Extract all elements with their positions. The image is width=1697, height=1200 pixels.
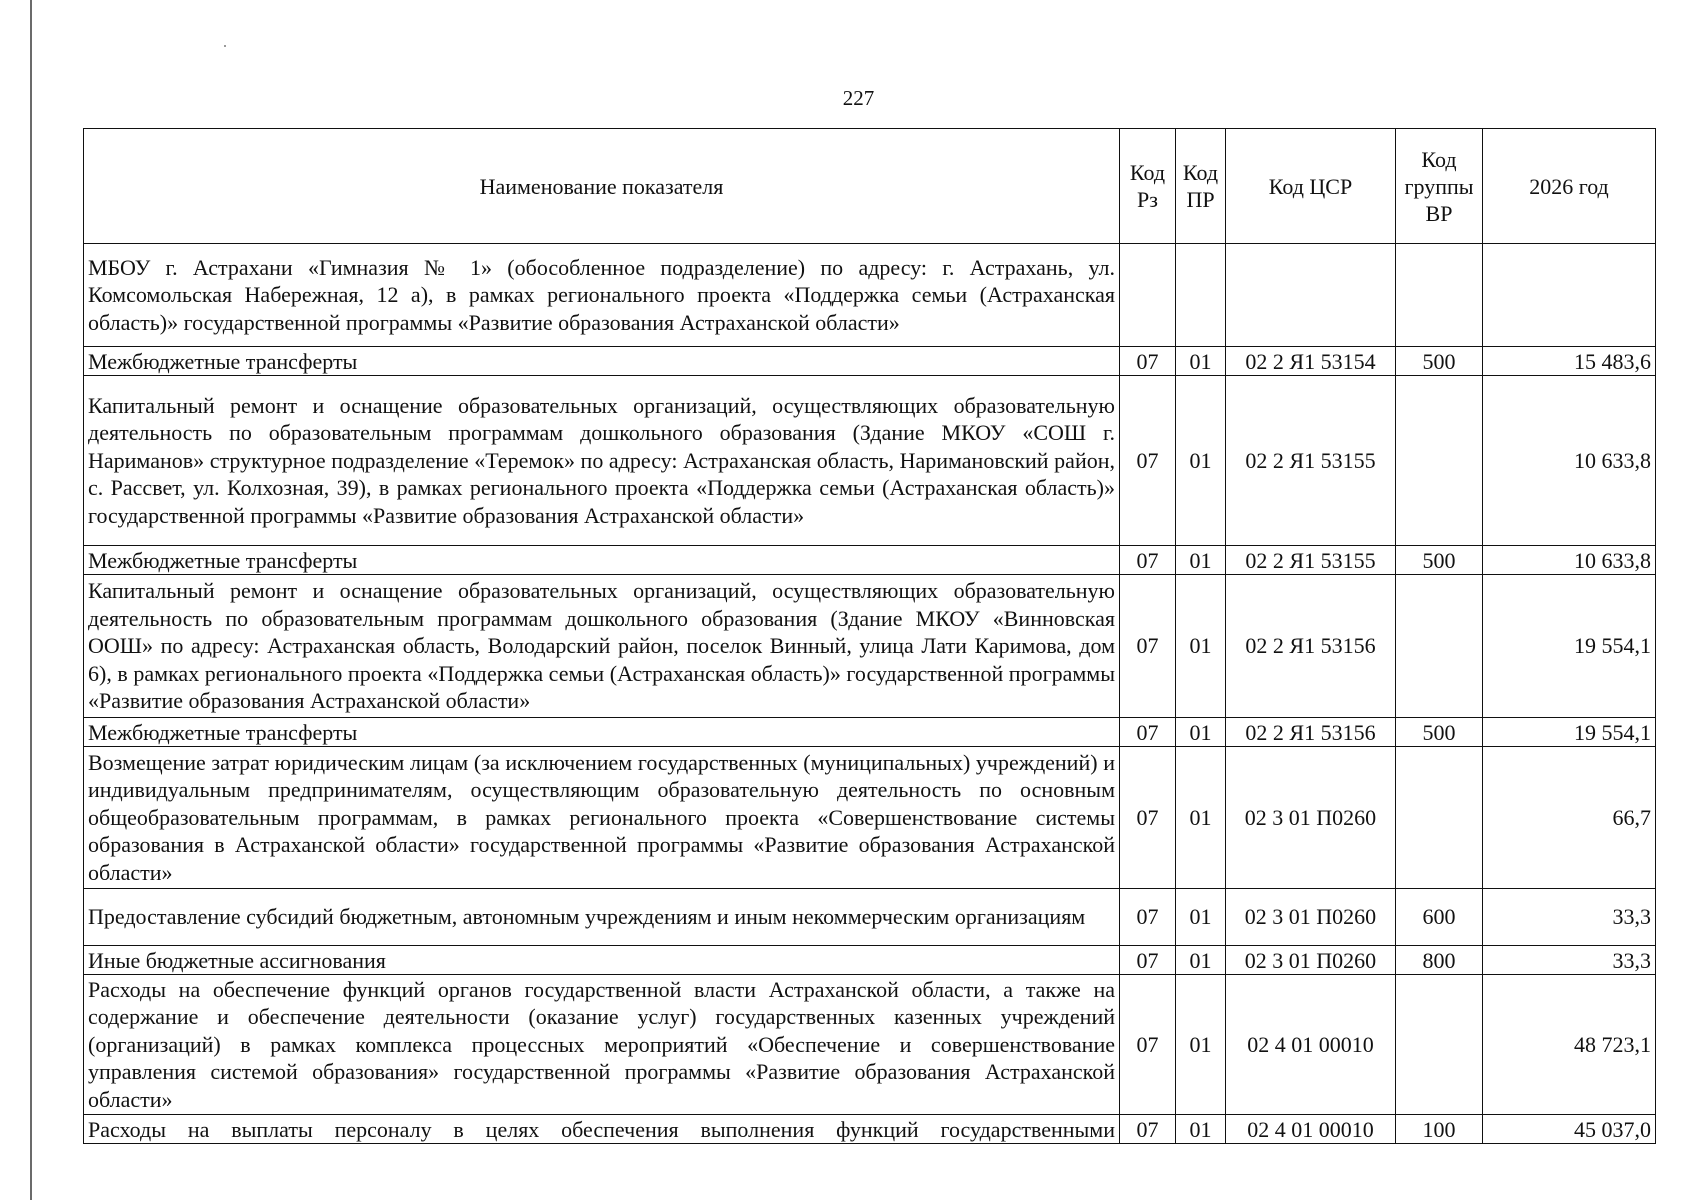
row-pr: 01 (1176, 347, 1226, 376)
row-pr: 01 (1176, 546, 1226, 575)
header-vr: Код группы ВР (1396, 129, 1483, 244)
row-amount: 33,3 (1483, 889, 1656, 946)
row-csr: 02 2 Я1 53155 (1226, 546, 1396, 575)
row-pr: 01 (1176, 889, 1226, 946)
row-csr: 02 3 01 П0260 (1226, 747, 1396, 889)
row-pr: 01 (1176, 747, 1226, 889)
row-pr: 01 (1176, 975, 1226, 1115)
row-amount: 19 554,1 (1483, 575, 1656, 718)
row-pr: 01 (1176, 718, 1226, 747)
row-vr (1396, 975, 1483, 1115)
row-amount: 45 037,0 (1483, 1115, 1656, 1144)
row-vr (1396, 244, 1483, 347)
row-rz: 07 (1120, 946, 1176, 975)
row-vr: 100 (1396, 1115, 1483, 1144)
row-rz (1120, 244, 1176, 347)
row-vr: 500 (1396, 546, 1483, 575)
row-rz: 07 (1120, 546, 1176, 575)
row-rz: 07 (1120, 376, 1176, 546)
row-name: Предоставление субсидий бюджетным, автономным учреждениям и иным некоммерческим организациям (84, 889, 1120, 946)
row-amount (1483, 244, 1656, 347)
row-amount: 33,3 (1483, 946, 1656, 975)
table-row (84, 975, 1656, 1115)
table-row (84, 376, 1656, 546)
table-body (84, 244, 1656, 1144)
row-vr: 500 (1396, 718, 1483, 747)
page-number: 227 (842, 86, 875, 110)
row-csr: 02 4 01 00010 (1226, 1115, 1396, 1144)
row-vr: 800 (1396, 946, 1483, 975)
row-name: Межбюджетные трансферты (84, 546, 1120, 575)
row-name: Расходы на выплаты персоналу в целях обеспечения выполнения функций государственными (84, 1115, 1120, 1144)
table-row (84, 1115, 1656, 1144)
header-rz: Код Рз (1120, 129, 1176, 244)
row-vr (1396, 575, 1483, 718)
row-csr: 02 3 01 П0260 (1226, 889, 1396, 946)
table-row (84, 747, 1656, 889)
row-vr (1396, 747, 1483, 889)
table-row (84, 347, 1656, 376)
row-name: Возмещение затрат юридическим лицам (за исключением государственных (муниципальных) учреждений) и индивидуальным предпринимателям, осуществляющим образовательную деятельность по основным общеобразовательным программам, в рамках регионального проекта «Совершенствование системы образования в Астраханской области» государственной программы «Развитие образования Астраханской области» (84, 747, 1120, 889)
row-rz: 07 (1120, 718, 1176, 747)
row-csr: 02 2 Я1 53154 (1226, 347, 1396, 376)
row-rz: 07 (1120, 889, 1176, 946)
row-name: МБОУ г. Астрахани «Гимназия № 1» (обособленное подразделение) по адресу: г. Астрахань, ул. Комсомольская Набережная, 12 а), в рамках регионального проекта «Поддержка семьи (Астраханская область)» государственной программы «Развитие образования Астраханской области» (84, 244, 1120, 347)
table-row (84, 244, 1656, 347)
row-csr: 02 3 01 П0260 (1226, 946, 1396, 975)
row-pr (1176, 244, 1226, 347)
table-row (84, 575, 1656, 718)
table-header (84, 129, 1656, 244)
row-name: Межбюджетные трансферты (84, 347, 1120, 376)
row-csr: 02 2 Я1 53156 (1226, 575, 1396, 718)
table-row (84, 946, 1656, 975)
row-pr: 01 (1176, 1115, 1226, 1144)
row-name: Капитальный ремонт и оснащение образовательных организаций, осуществляющих образовательную деятельность по образовательным программам дошкольного образования (Здание МКОУ «СОШ г. Нариманов» структурное подразделение «Теремок» по адресу: Астраханская область, Наримановский район, с. Рассвет, ул. Колхозная, 39), в рамках регионального проекта «Поддержка семьи (Астраханская область)» государственной программы «Развитие образования Астраханской области» (84, 376, 1120, 546)
row-csr: 02 4 01 00010 (1226, 975, 1396, 1115)
row-amount: 66,7 (1483, 747, 1656, 889)
row-amount: 48 723,1 (1483, 975, 1656, 1115)
page-margin-line (30, 0, 32, 1200)
row-name: Расходы на обеспечение функций органов государственной власти Астраханской области, а также на содержание и обеспечение деятельности (оказание услуг) государственных казенных учреждений (организаций) в рамках комплекса процессных мероприятий «Обеспечение и совершенствование управления системой образования» государственной программы «Развитие образования Астраханской области» (84, 975, 1120, 1115)
row-csr (1226, 244, 1396, 347)
scan-speck (224, 45, 226, 47)
row-rz: 07 (1120, 347, 1176, 376)
row-rz: 07 (1120, 975, 1176, 1115)
row-rz: 07 (1120, 575, 1176, 718)
row-name: Иные бюджетные ассигнования (84, 946, 1120, 975)
row-amount: 15 483,6 (1483, 347, 1656, 376)
budget-table (83, 128, 1656, 1144)
header-name: Наименование показателя (84, 129, 1120, 244)
row-vr: 500 (1396, 347, 1483, 376)
row-pr: 01 (1176, 376, 1226, 546)
row-vr: 600 (1396, 889, 1483, 946)
header-pr: Код ПР (1176, 129, 1226, 244)
row-pr: 01 (1176, 575, 1226, 718)
row-amount: 10 633,8 (1483, 376, 1656, 546)
header-csr: Код ЦСР (1226, 129, 1396, 244)
row-rz: 07 (1120, 1115, 1176, 1144)
table-row (84, 718, 1656, 747)
row-csr: 02 2 Я1 53155 (1226, 376, 1396, 546)
row-amount: 10 633,8 (1483, 546, 1656, 575)
row-name: Межбюджетные трансферты (84, 718, 1120, 747)
row-pr: 01 (1176, 946, 1226, 975)
row-csr: 02 2 Я1 53156 (1226, 718, 1396, 747)
row-name: Капитальный ремонт и оснащение образовательных организаций, осуществляющих образовательную деятельность по образовательным программам дошкольного образования (Здание МКОУ «Винновская ООШ» по адресу: Астраханская область, Володарский район, поселок Винный, улица Лати Каримова, дом 6), в рамках регионального проекта «Поддержка семьи (Астраханская область)» государственной программы «Развитие образования Астраханской области» (84, 575, 1120, 718)
table-row (84, 889, 1656, 946)
header-year: 2026 год (1483, 129, 1656, 244)
row-amount: 19 554,1 (1483, 718, 1656, 747)
row-vr (1396, 376, 1483, 546)
table-row (84, 546, 1656, 575)
row-rz: 07 (1120, 747, 1176, 889)
